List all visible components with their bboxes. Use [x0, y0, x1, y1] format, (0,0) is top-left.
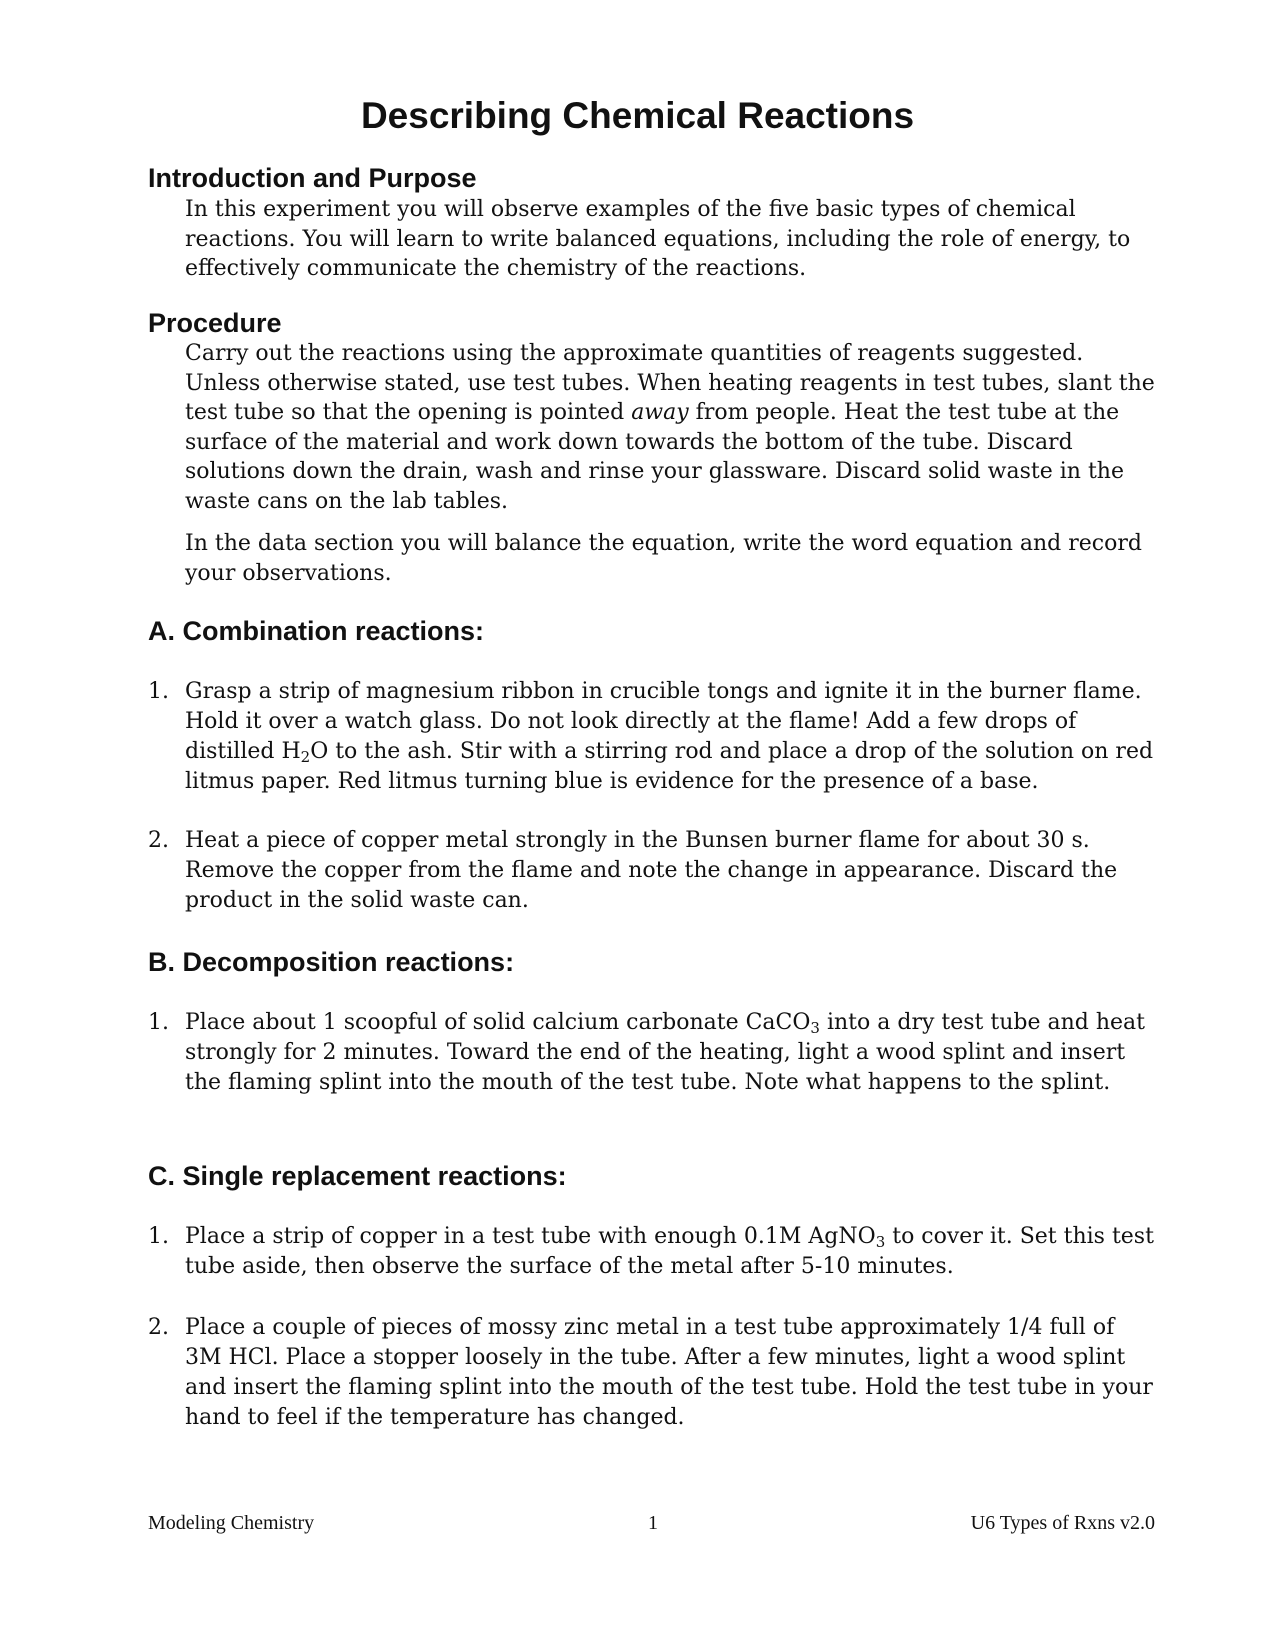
procedure-paragraph-1 [185, 339, 1155, 516]
item-text-b: O to the ash. Stir with a stirring rod and place a drop of the solution on red litmus paper. Red litmus turning blue is evidence for the presence of a base. [185, 739, 1154, 794]
section-c-heading: C. Single replacement reactions: [148, 1161, 567, 1191]
section-c-item-1 [148, 1222, 1155, 1282]
item-text: Heat a piece of copper metal strongly in the Bunsen burner flame for about 30 s. Remove the copper from the flame and note the change in appearance. Discard the product in the solid waste can. [185, 828, 1118, 913]
footer-left: Modeling Chemistry [148, 1512, 315, 1534]
item-text-a: Place a strip of copper in a test tube with enough 0.1M AgNO [185, 1224, 876, 1249]
item-number: 2. [148, 828, 169, 853]
page-title: Describing Chemical Reactions [360, 95, 915, 136]
section-b-item-1 [148, 1008, 1155, 1098]
procedure-paragraph-2: In the data section you will balance the equation, write the word equation and record your observations. [185, 531, 1142, 586]
procedure-text-a: Carry out the reactions using the approximate quantities of reagents suggested. Unless otherwise stated, use test tubes. When heating reagents in test tubes, slant the test tube so that the opening is pointed [185, 341, 1155, 425]
section-c-item-2 [148, 1313, 1155, 1433]
item-number: 1. [148, 1224, 169, 1249]
subscript: 3 [875, 1233, 886, 1251]
item-text-a: Grasp a strip of magnesium ribbon in crucible tongs and ignite it in the burner flame. Hold it over a watch glass. Do not look directly at the flame! Add a few drops of distilled H [185, 679, 1142, 764]
section-a-item-1 [148, 677, 1155, 797]
intro-paragraph: In this experiment you will observe examples of the five basic types of chemical reactions. You will learn to write balanced equations, including the role of energy, to effectively communicate the chemistry of the reactions. [185, 197, 1131, 281]
page-footer [148, 1512, 1155, 1538]
page-number: 1 [648, 1512, 658, 1534]
item-number: 1. [148, 679, 169, 704]
section-a-heading: A. Combination reactions: [148, 616, 485, 646]
intro-heading: Introduction and Purpose [148, 163, 477, 193]
subscript: 3 [810, 1019, 820, 1037]
footer-right: U6 Types of Rxns v2.0 [970, 1512, 1155, 1534]
item-text-a: Place about 1 scoopful of solid calcium carbonate CaCO [185, 1010, 811, 1035]
item-text: Place a couple of pieces of mossy zinc metal in a test tube approximately 1/4 full of 3M HCl. Place a stopper loosely in the tube. After a few minutes, light a wood splint and insert the flaming splint into the mouth of the test tube. Hold the test tube in your hand to feel if the temperature has changed. [185, 1315, 1153, 1430]
item-text [185, 1008, 1155, 1098]
procedure-heading: Procedure [148, 308, 282, 338]
section-a-item-2 [148, 826, 1155, 916]
item-text-b: to cover it. Set this test tube aside, then observe the surface of the metal after 5-10 minutes. [185, 1224, 1154, 1279]
item-number: 1. [148, 1010, 169, 1035]
section-b-heading: B. Decomposition reactions: [148, 947, 515, 977]
item-number: 2. [148, 1315, 169, 1340]
procedure-text-b: from people. Heat the test tube at the surface of the material and work down towards the bottom of the tube. Discard solutions down the drain, wash and rinse your glassware. Discard solid waste in the waste cans on the lab tables. [185, 400, 1124, 514]
subscript: 2 [300, 748, 311, 766]
item-text [185, 677, 1155, 797]
item-text-b: into a dry test tube and heat strongly for 2 minutes. Toward the end of the heating, light a wood splint and insert the flaming splint into the mouth of the test tube. Note what happens to the splint. [185, 1010, 1145, 1095]
item-text [185, 1222, 1155, 1282]
procedure-emphasis: away [631, 400, 689, 425]
